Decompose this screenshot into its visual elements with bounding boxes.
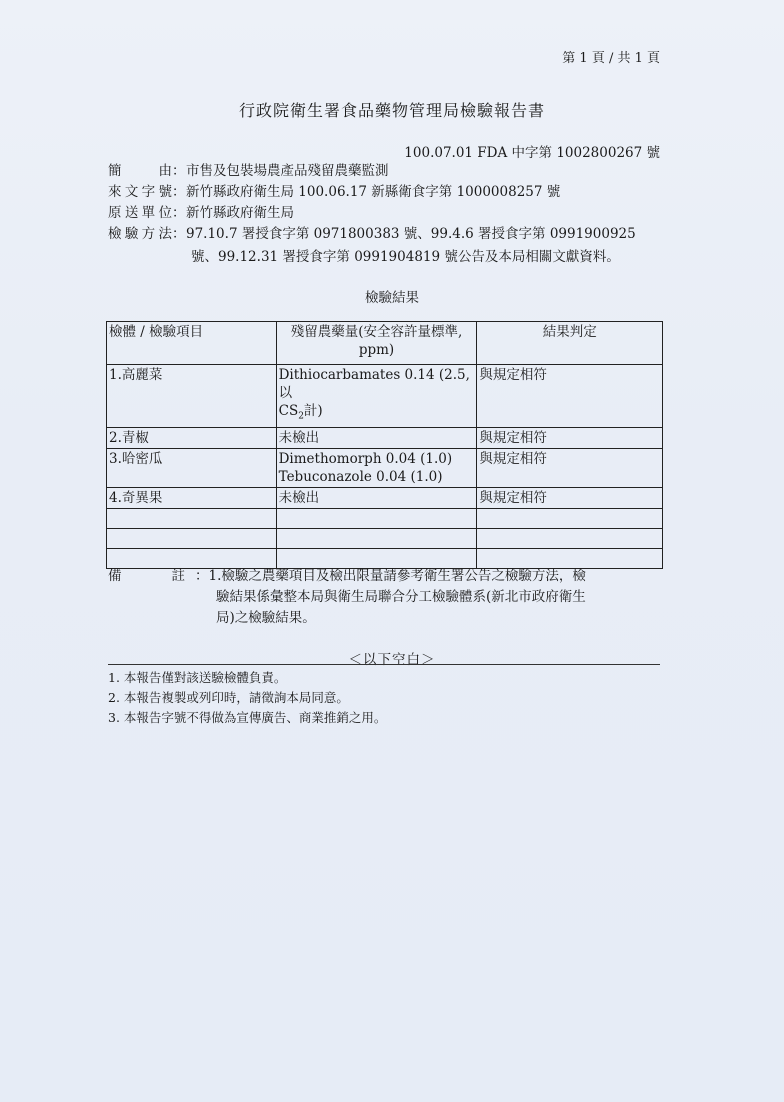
report-title: 行政院衛生署食品藥物管理局檢驗報告書 [238, 101, 545, 120]
subject-row: 簡由：市售及包裝場農產品殘留農藥監測 [108, 163, 389, 179]
footnote: 2. 本報告複製或列印時，請徵詢本局同意。 [108, 690, 349, 705]
row-item: 4.奇異果 [107, 487, 277, 508]
row-residue: Dimethomorph 0.04 (1.0) Tebuconazole 0.04 (1.0) [276, 448, 477, 487]
header-residue: 殘留農藥量(安全容許量標準, ppm) [276, 322, 477, 365]
method-value-line1: 97.10.7 署授食字第 0971800383 號、99.4.6 署授食字第 0991900925 [186, 226, 636, 242]
table-row [107, 427, 663, 448]
remarks-line2: 驗結果係彙整本局與衛生局聯合分工檢驗體系(新北市政府衛生 [216, 589, 586, 605]
row-residue: Dithiocarbamates 0.14 (2.5, 以 $CS_2$計) [276, 365, 477, 428]
method-label: 檢驗方法 [108, 226, 172, 242]
footnote: 3. 本報告字號不得做為宣傳廣告、商業推銷之用。 [108, 710, 387, 725]
row-result: 與規定相符 [477, 427, 663, 448]
table-row [107, 448, 663, 487]
method-value-line2: 號、99.12.31 署授食字第 0991904819 號公告及本局相關文獻資料。 [191, 249, 620, 265]
remarks-line3: 局)之檢驗結果。 [216, 610, 316, 626]
row-residue: 未檢出 [276, 487, 477, 508]
sender-value: 新竹縣政府衛生局 [186, 205, 294, 221]
remarks-line1: 1.檢驗之農藥項目及檢出限量請參考衛生署公告之檢驗方法，檢 [208, 568, 586, 584]
header-item: 檢體 / 檢驗項目 [107, 322, 277, 365]
row-result: 與規定相符 [477, 487, 663, 508]
reference-value: 新竹縣政府衛生局 100.06.17 新縣衛食字第 1000008257 號 [186, 184, 561, 200]
method-row: 檢驗方法：97.10.7 署授食字第 0971800383 號、99.4.6 署授食字第 0991900925 [108, 226, 636, 242]
blank-marker: ＜以下空白＞ [348, 652, 436, 668]
row-result: 與規定相符 [477, 448, 663, 487]
row-item: 3.哈密瓜 [107, 448, 277, 487]
reference-row: 來文字號：新竹縣政府衛生局 100.06.17 新縣衛食字第 1000008257 號 [108, 184, 561, 200]
reference-label: 來文字號 [108, 184, 172, 200]
document-number: 100.07.01 FDA 中字第 1002800267 號 [404, 145, 660, 161]
subject-value: 市售及包裝場農產品殘留農藥監測 [186, 163, 389, 179]
sender-row: 原送單位：新竹縣政府衛生局 [108, 205, 294, 221]
row-result: 與規定相符 [477, 365, 663, 428]
divider [108, 664, 660, 665]
sender-label: 原送單位 [108, 205, 172, 221]
results-title: 檢驗結果 [365, 290, 419, 306]
table-header-row [107, 322, 663, 365]
subject-label: 簡由 [108, 163, 172, 179]
remarks-label: 備 註 ：1.檢驗之農藥項目及檢出限量請參考衛生署公告之檢驗方法，檢 [108, 568, 586, 584]
row-residue: 未檢出 [276, 427, 477, 448]
footnote: 1. 本報告僅對該送驗檢體負責。 [108, 670, 287, 685]
row-item: 1.高麗菜 [107, 365, 277, 428]
table-empty-row [107, 508, 663, 528]
table-row [107, 365, 663, 428]
header-result: 結果判定 [477, 322, 663, 365]
page-number: 第 1 頁 / 共 1 頁 [562, 51, 660, 66]
table-row [107, 487, 663, 508]
table-empty-row [107, 528, 663, 548]
results-table [106, 321, 663, 569]
row-item: 2.青椒 [107, 427, 277, 448]
